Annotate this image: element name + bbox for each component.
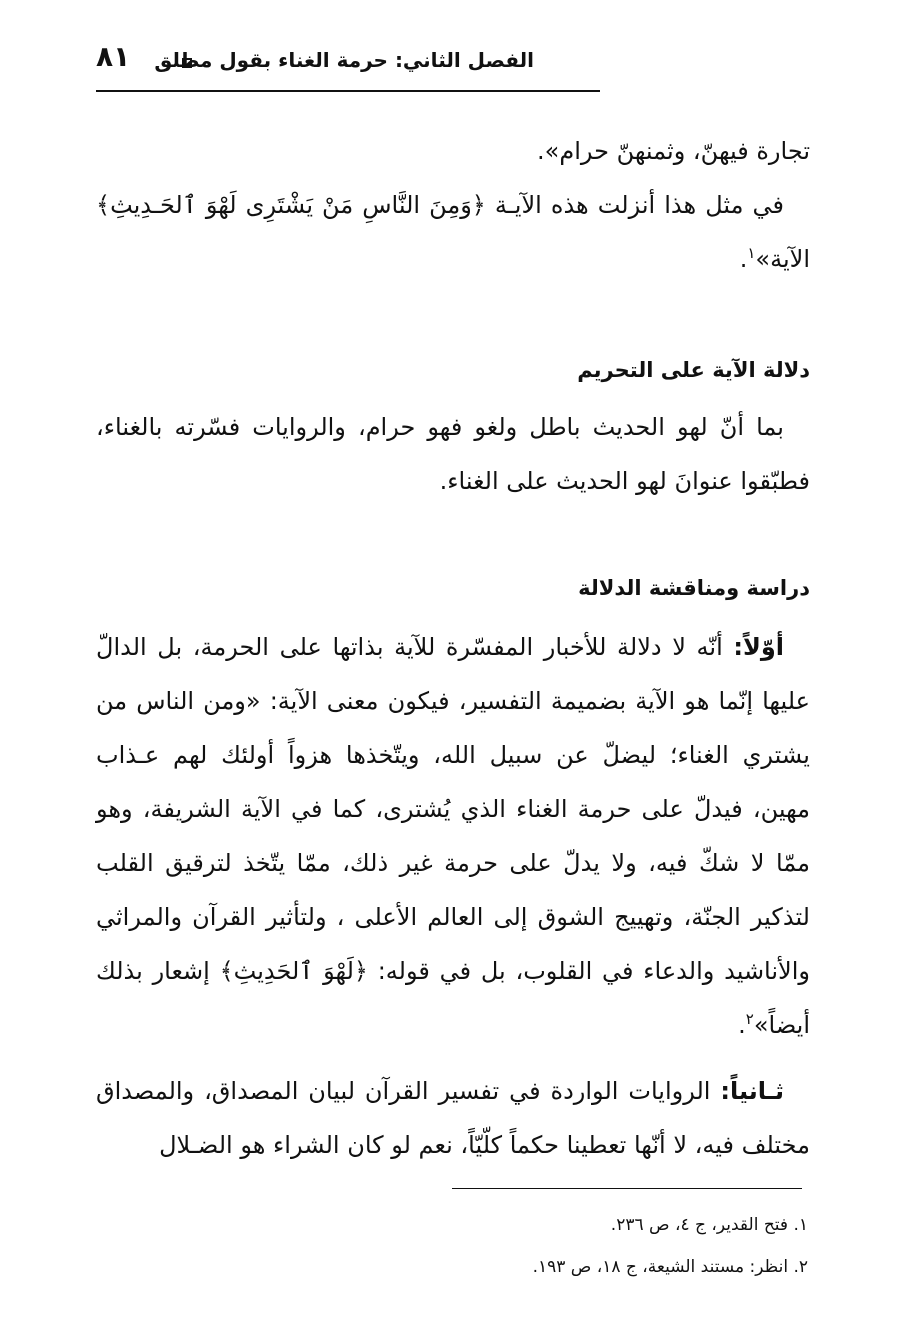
footnote-ref-2[interactable]: ٢	[745, 1010, 754, 1028]
footnotes	[533, 1204, 808, 1288]
square-ornament-icon	[182, 58, 192, 68]
section-heading-1: دلالة الآية على التحريم	[577, 358, 810, 382]
paragraph-2-end: .	[739, 245, 748, 273]
footnote-ref-1[interactable]: ١	[747, 244, 756, 262]
footnote-1: ١. فتح القدير، ج ٤، ص ٢٣٦.	[610, 1215, 808, 1235]
paragraph-4-text: أنّه لا دلالة للأخبار المفسّرة للآية بذاتها على الحرمة، بل الدالّ عليها إنّما هو الآية بضميمة التفسير، فيكون معنى الآية: «ومن الناس من يشتري الغناء؛ ليضلّ عن سبيل الله، ويتّخذها هزواً أولئك لهم عـذاب مهين، فيدلّ على حرمة الغناء الذي يُشترى، كما في الآية الشريفة، وهو ممّا لا شكّ فيه، ولا يدلّ على حرمة غير ذلك، ممّا يتّخذ لترقيق القلب لتذكير الجنّة، وتهييج الشوق إلى العالم الأعلى ، ولتأثير القرآن والمراثي والأناشيد والدعاء في القلوب، بل في قوله: ﴿لَهْوَ ٱلحَدِيثِ﴾ إشعار بذلك أيضاً»	[96, 633, 810, 1039]
footnote-divider	[452, 1188, 802, 1189]
paragraph-3-text: بما أنّ لهو الحديث باطل ولغو فهو حرام، والروايات فسّرته بالغناء، فطبّقوا عنوانَ لهو الحديث على الغناء.	[96, 413, 810, 495]
paragraph-2	[96, 178, 810, 286]
paragraph-5	[96, 1064, 810, 1172]
paragraph-2-text: في مثل هذا أنزلت هذه الآيـة ﴿وَمِنَ النَّاسِ مَنْ يَشْتَرِى لَهْوَ ٱلحَـدِيثِ﴾ الآية»	[96, 191, 810, 273]
running-header	[96, 40, 600, 88]
paragraph-5-lead: ثـانياً:	[720, 1077, 784, 1105]
footnote-2: ٢. انظر: مستند الشيعة، ج ١٨، ص ١٩٣.	[532, 1257, 808, 1277]
paragraph-4	[96, 620, 810, 1052]
paragraph-4-end: .	[738, 1011, 746, 1039]
paragraph-1-text: تجارة فيهنّ، وثمنهنّ حرام».	[537, 137, 810, 165]
paragraph-1	[96, 124, 810, 178]
page-number: ٨١	[96, 40, 131, 73]
paragraph-4-lead: أوّلاً:	[733, 633, 784, 661]
paragraph-3	[96, 400, 810, 508]
section-heading-2: دراسة ومناقشة الدلالة	[578, 576, 810, 600]
chapter-title: الفصل الثاني: حرمة الغناء بقول مطلق	[154, 48, 534, 72]
paragraph-5-text: الروايات الواردة في تفسير القرآن لبيان المصداق، والمصداق مختلف فيه، لا أنّها تعطينا حكماً كلّيّاً، نعم لو كان الشراء هو الضـلال	[96, 1077, 810, 1159]
header-divider	[96, 90, 600, 92]
